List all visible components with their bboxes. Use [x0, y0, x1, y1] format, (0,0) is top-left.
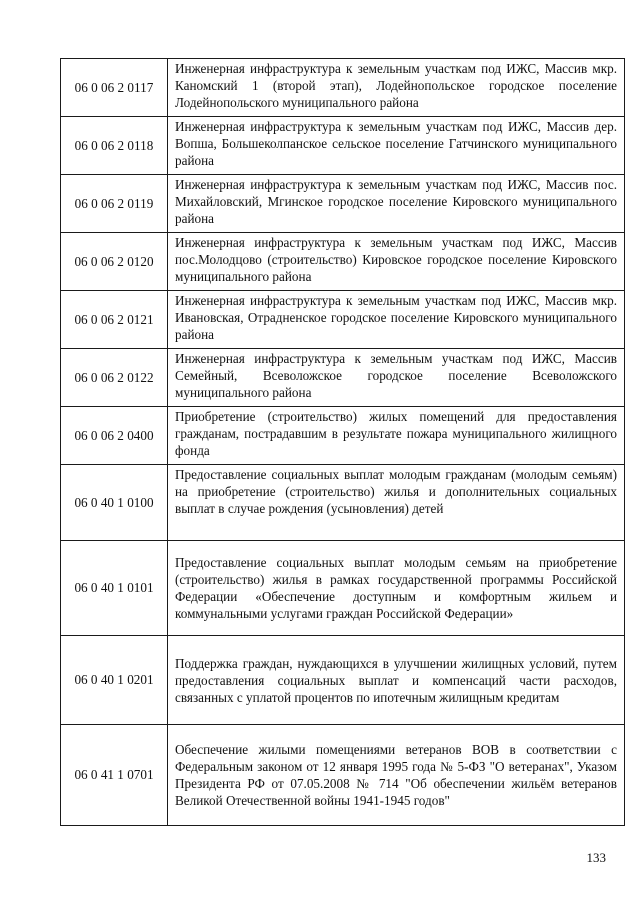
table-row — [61, 465, 625, 541]
page-number: 133 — [586, 850, 606, 865]
table-row — [61, 233, 625, 291]
row-description: Предоставление социальных выплат молодым гражданам (молодым семьям) на приобретение (строительство) жилья и дополнительных социальных выплат в случае рождения (усыновления) детей — [168, 465, 625, 541]
row-code: 06 0 06 2 0117 — [61, 59, 168, 117]
row-code: 06 0 40 1 0101 — [61, 541, 168, 636]
row-description: Инженерная инфраструктура к земельным участкам под ИЖС, Массив Семейный, Всеволожское городское поселение Всеволожского муниципального района — [168, 349, 625, 407]
row-code: 06 0 06 2 0120 — [61, 233, 168, 291]
row-code: 06 0 06 2 0119 — [61, 175, 168, 233]
row-code: 06 0 06 2 0400 — [61, 407, 168, 465]
row-description: Инженерная инфраструктура к земельным участкам под ИЖС, Массив дер. Вопша, Большеколпанское сельское поселение Гатчинского муниципального района — [168, 117, 625, 175]
table-row — [61, 349, 625, 407]
table-row — [61, 175, 625, 233]
table-row — [61, 636, 625, 725]
row-code: 06 0 06 2 0122 — [61, 349, 168, 407]
row-description: Обеспечение жилыми помещениями ветеранов ВОВ в соответствии с Федеральным законом от 12 января 1995 года № 5-ФЗ "О ветеранах", Указом Президента РФ от 07.05.2008 № 714 "Об обеспечении жильём ветеранов Великой Отечественной войны 1941-1945 годов" — [168, 725, 625, 826]
row-description: Предоставление социальных выплат молодым семьям на приобретение (строительство) жилья в рамках государственной программы Российской Федерации «Обеспечение доступным и комфортным жильем и коммунальными услугами граждан Российской Федерации» — [168, 541, 625, 636]
row-description: Поддержка граждан, нуждающихся в улучшении жилищных условий, путем предоставления социальных выплат и компенсаций части расходов, связанных с уплатой процентов по ипотечным жилищным кредитам — [168, 636, 625, 725]
row-description: Инженерная инфраструктура к земельным участкам под ИЖС, Массив мкр. Каномский 1 (второй этап), Лодейнопольское городское поселение Лодейнопольского муниципального района — [168, 59, 625, 117]
table-row — [61, 291, 625, 349]
row-code: 06 0 06 2 0118 — [61, 117, 168, 175]
table-row — [61, 407, 625, 465]
table-row — [61, 59, 625, 117]
row-code: 06 0 06 2 0121 — [61, 291, 168, 349]
row-description: Приобретение (строительство) жилых помещений для предоставления гражданам, пострадавшим в результате пожара муниципального жилищного фонда — [168, 407, 625, 465]
table-row — [61, 117, 625, 175]
row-description: Инженерная инфраструктура к земельным участкам под ИЖС, Массив мкр. Ивановская, Отрадненское городское поселение Кировского муниципального района — [168, 291, 625, 349]
row-code: 06 0 40 1 0100 — [61, 465, 168, 541]
row-description: Инженерная инфраструктура к земельным участкам под ИЖС, Массив пос. Михайловский, Мгинское городское поселение Кировского муниципального района — [168, 175, 625, 233]
table-row — [61, 541, 625, 636]
budget-classification-table — [60, 58, 625, 826]
table-row — [61, 725, 625, 826]
row-description: Инженерная инфраструктура к земельным участкам под ИЖС, Массив пос.Молодцово (строительство) Кировское городское поселение Кировского муниципального района — [168, 233, 625, 291]
row-code: 06 0 41 1 0701 — [61, 725, 168, 826]
row-code: 06 0 40 1 0201 — [61, 636, 168, 725]
